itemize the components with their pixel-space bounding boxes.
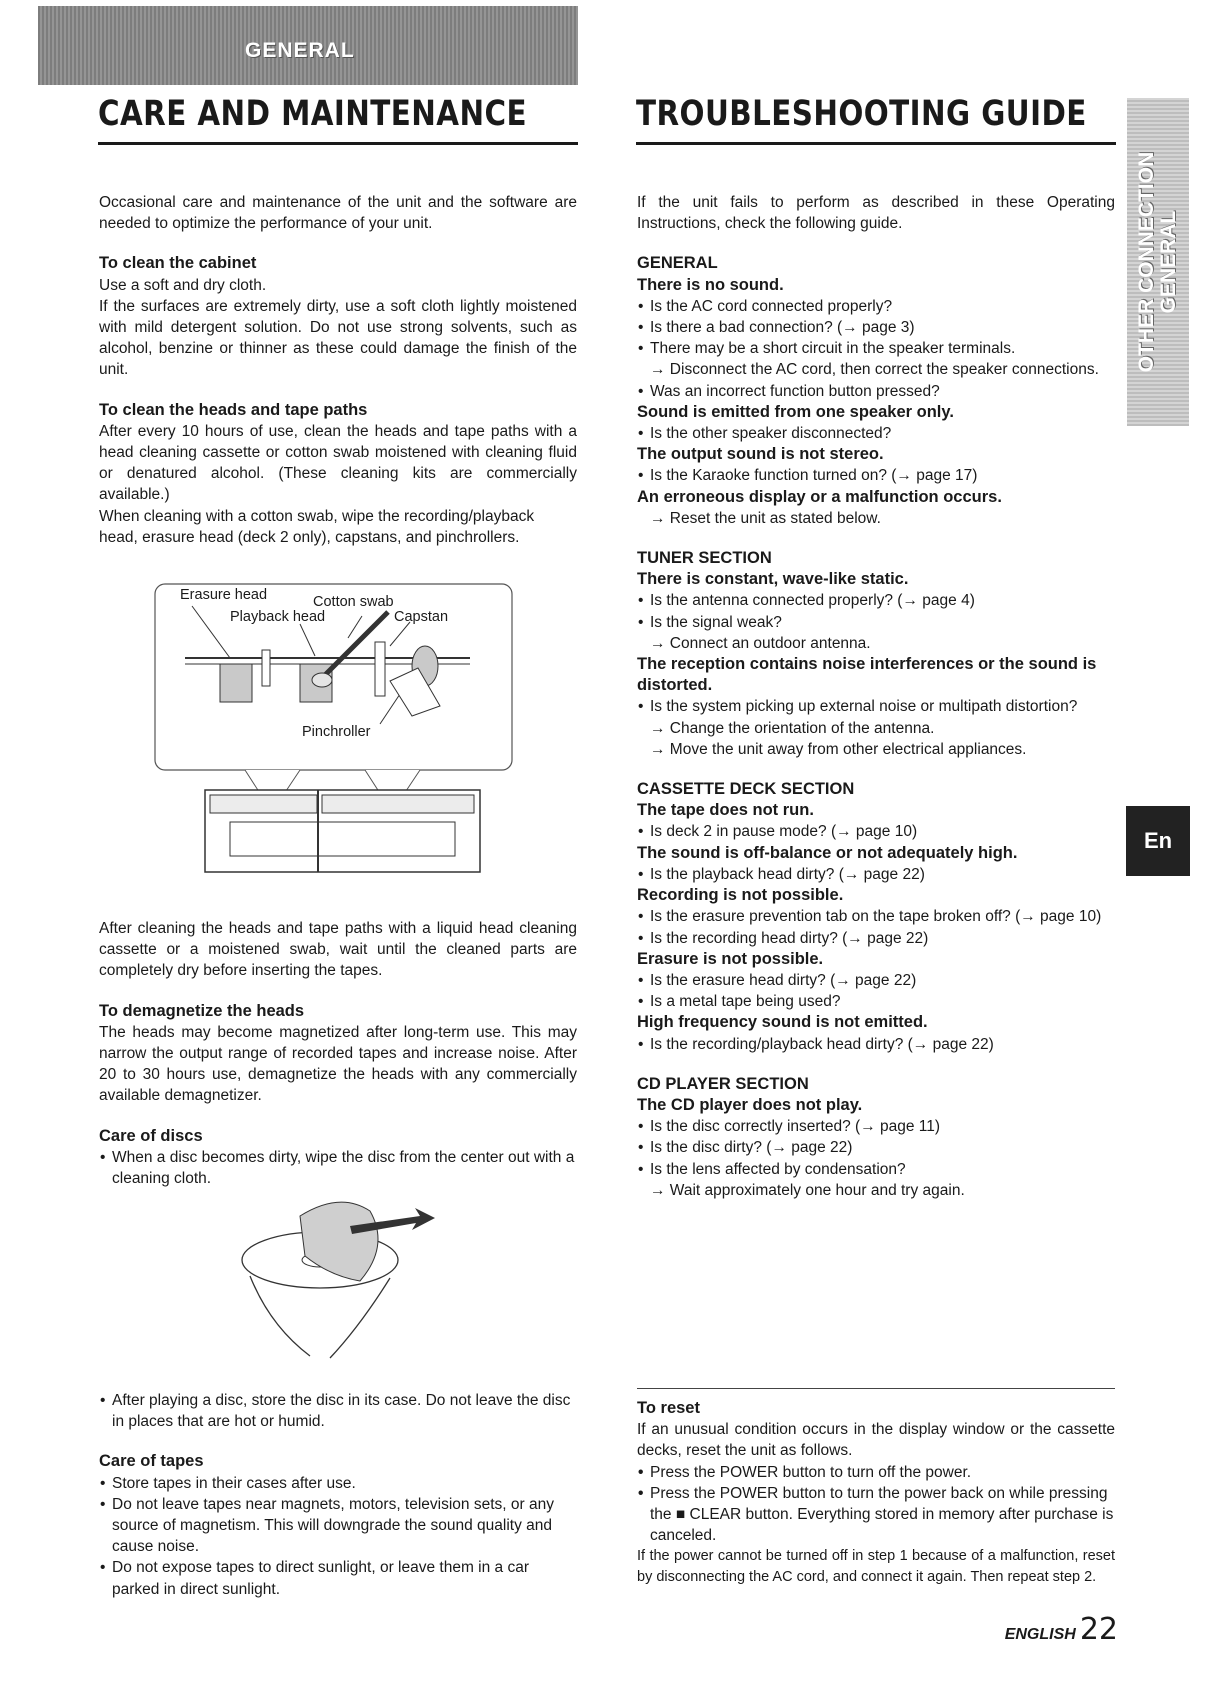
- general-symptom-4: An erroneous display or a malfunction occurs.: [637, 487, 1002, 506]
- tuner-list-2: [637, 696, 1115, 717]
- reset-section: [637, 1398, 1115, 1588]
- cassette-list-2: [637, 864, 1115, 885]
- reset-note: If the power cannot be turned off in step 1 because of a malfunction, reset by disconnecting the AC cord, and connect it again. Then repeat step 2.: [637, 1548, 1115, 1586]
- cassette-item-4: • Is the recording head dirty? (→ page 22): [637, 928, 1115, 949]
- after-cleaning-text: After cleaning the heads and tape paths with a liquid head cleaning cassette or a moistened swab, wait until the cleaned parts are completely dry before inserting the tapes.: [99, 920, 577, 980]
- cassette-window: [230, 822, 455, 856]
- troubleshooting-column: [637, 192, 1115, 1201]
- general-item-1: • Is the AC cord connected properly?: [637, 296, 1115, 317]
- discs-heading: Care of discs: [99, 1126, 203, 1145]
- cassette-symptom-3: Recording is not possible.: [637, 886, 844, 905]
- discs-bullet-2: • After playing a disc, store the disc in its case. Do not leave the disc in places that are hot or humid.: [99, 1390, 577, 1432]
- deck2-slot: [322, 795, 474, 813]
- general-action-1: → Disconnect the AC cord, then correct the speaker connections.: [650, 361, 1099, 379]
- cassette-list-1: [637, 821, 1115, 842]
- diagram-callout-frame: [155, 584, 512, 770]
- tuner-item-2: • Is the signal weak?: [637, 612, 1115, 633]
- cassette-symptom-1: The tape does not run.: [637, 801, 814, 820]
- cassette-heading: CASSETTE DECK SECTION: [637, 780, 855, 799]
- cassette-item-3: • Is the erasure prevention tab on the tape broken off? (→ page 10): [637, 906, 1115, 927]
- general-item-4: • Was an incorrect function button pressed?: [637, 381, 1115, 402]
- general-item-6: • Is the Karaoke function turned on? (→ page 17): [637, 465, 1115, 486]
- side-tab-line2: GENERAL: [1157, 210, 1180, 314]
- general-heading: GENERAL: [637, 254, 718, 273]
- tuner-symptom-2: The reception contains noise interferences or the sound is distorted.: [637, 655, 1097, 695]
- discs-bullet-1: • When a disc becomes dirty, wipe the disc from the center out with a cleaning cloth.: [99, 1147, 577, 1189]
- cassette-symptom-2: The sound is off-balance or not adequately high.: [637, 843, 1018, 862]
- discs-list-2: [99, 1390, 577, 1432]
- footer-language: ENGLISH: [1004, 1626, 1076, 1643]
- tape-head-diagram: [150, 576, 520, 896]
- cassette-item-6: • Is a metal tape being used?: [637, 991, 1115, 1012]
- tuner-action-3: → Move the unit away from other electrical appliances.: [650, 740, 1027, 758]
- reset-step-1: • Press the POWER button to turn off the power.: [637, 1462, 1115, 1483]
- care-title-rule: [98, 142, 578, 145]
- care-title: CARE AND MAINTENANCE: [98, 94, 528, 134]
- cassette-list-5: [637, 1034, 1115, 1055]
- general-item-2: • Is there a bad connection? (→ page 3): [637, 317, 1115, 338]
- side-tab-line1: OTHER CONNECTION: [1135, 151, 1158, 373]
- reset-step-2: • Press the POWER button to turn the power back on while pressing the ■ CLEAR button. Everything stored in memory after purchase is canceled.: [637, 1483, 1115, 1547]
- pinchroller-leader: [380, 694, 400, 724]
- page-number: 22: [1079, 1612, 1118, 1647]
- tuner-item-3: • Is the system picking up external noise or multipath distortion?: [637, 696, 1115, 717]
- cassette-list-4: [637, 970, 1115, 1012]
- section-banner: [38, 6, 578, 85]
- tapes-bullet-3: • Do not expose tapes to direct sunlight, or leave them in a car parked in direct sunlight.: [99, 1557, 577, 1599]
- cotton-swab-tip: [312, 673, 332, 687]
- cd-heading: CD PLAYER SECTION: [637, 1074, 809, 1093]
- capstan-label: Capstan: [394, 609, 449, 625]
- erasure-head-shape: [220, 664, 252, 702]
- cabinet-text-1: Use a soft and dry cloth.: [99, 276, 267, 294]
- reset-divider: [637, 1388, 1115, 1389]
- general-item-3: • There may be a short circuit in the speaker terminals.: [637, 338, 1115, 359]
- general-symptom-1: There is no sound.: [637, 275, 784, 294]
- section-label: GENERAL: [245, 39, 355, 62]
- cassette-symptom-4: Erasure is not possible.: [637, 949, 824, 968]
- cd-item-1: • Is the disc correctly inserted? (→ page 11): [637, 1116, 1115, 1137]
- general-symptom-3: The output sound is not stereo.: [637, 445, 884, 464]
- cd-action-1: → Wait approximately one hour and try again.: [650, 1181, 965, 1199]
- reset-heading: To reset: [637, 1399, 700, 1417]
- tape-guide-shape: [262, 650, 270, 686]
- deck1-slot: [210, 795, 317, 813]
- tuner-heading: TUNER SECTION: [637, 549, 772, 568]
- cassette-item-1: • Is deck 2 in pause mode? (→ page 10): [637, 821, 1115, 842]
- tapes-list: [99, 1473, 577, 1600]
- tuner-action-1: → Connect an outdoor antenna.: [650, 634, 871, 652]
- tuner-symptom-1: There is constant, wave-like static.: [637, 570, 909, 589]
- tapes-heading: Care of tapes: [99, 1452, 204, 1471]
- troubleshooting-title: TROUBLESHOOTING GUIDE: [636, 94, 1087, 134]
- cassette-list-3: [637, 906, 1115, 948]
- troubleshooting-title-rule: [636, 142, 1116, 145]
- reset-steps: [637, 1462, 1115, 1547]
- reset-intro: If an unusual condition occurs in the display window or the cassette decks, reset the unit as follows.: [637, 1421, 1115, 1460]
- cassette-item-7: • Is the recording/playback head dirty? (→ page 22): [637, 1034, 1115, 1055]
- general-list-1: [637, 296, 1115, 360]
- pinchroller-label: Pinchroller: [302, 724, 371, 740]
- erasure-head-leader: [192, 606, 230, 658]
- care-column-top: [99, 192, 577, 548]
- general-symptom-2: Sound is emitted from one speaker only.: [637, 402, 954, 421]
- discs-list-1: [99, 1147, 577, 1189]
- tapes-bullet-2: • Do not leave tapes near magnets, motors, television sets, or any source of magnetism. This will downgrade the sound quality and cause noise.: [99, 1494, 577, 1558]
- cd-symptom-1: The CD player does not play.: [637, 1095, 863, 1114]
- tuner-action-2: → Change the orientation of the antenna.: [650, 719, 935, 737]
- heads-text-1: After every 10 hours of use, clean the heads and tape paths with a head cleaning cassette or cotton swab moistened with cleaning fluid or denatured alcohol. (These cleaning kits are commercially available.): [99, 422, 577, 504]
- demagnetize-text: The heads may become magnetized after long-term use. This may narrow the output range of recorded tapes and increase noise. After 20 to 30 hours use, demagnetize the heads with any commercially available demagnetizer.: [99, 1023, 577, 1105]
- cd-list-1: [637, 1116, 1115, 1180]
- playback-head-leader: [300, 624, 315, 656]
- capstan-shape: [375, 642, 385, 696]
- heads-heading: To clean the heads and tape paths: [99, 400, 368, 419]
- cotton-swab-leader: [348, 616, 362, 638]
- erasure-head-label: Erasure head: [180, 587, 268, 603]
- cassette-item-2: • Is the playback head dirty? (→ page 22): [637, 864, 1115, 885]
- general-list-1b: [637, 381, 1115, 402]
- cabinet-heading: To clean the cabinet: [99, 254, 257, 273]
- language-tab: En: [1126, 806, 1190, 876]
- capstan-leader: [390, 622, 410, 646]
- cassette-item-5: • Is the erasure head dirty? (→ page 22): [637, 970, 1115, 991]
- cd-item-3: • Is the lens affected by condensation?: [637, 1159, 1115, 1180]
- troubleshooting-intro: If the unit fails to perform as described in these Operating Instructions, check the following guide.: [637, 194, 1115, 233]
- cd-item-2: • Is the disc dirty? (→ page 22): [637, 1137, 1115, 1158]
- general-action-2: → Reset the unit as stated below.: [650, 509, 881, 527]
- side-index-tab: [1127, 98, 1189, 426]
- general-item-5: • Is the other speaker disconnected?: [637, 423, 1115, 444]
- cassette-symptom-5: High frequency sound is not emitted.: [637, 1013, 928, 1032]
- tuner-item-1: • Is the antenna connected properly? (→ page 4): [637, 590, 1115, 611]
- heads-text-2: When cleaning with a cotton swab, wipe the recording/playback head, erasure head (deck 2 only), capstans, and pinchrollers.: [99, 507, 535, 546]
- cotton-swab-label: Cotton swab: [313, 594, 394, 610]
- general-list-2: [637, 423, 1115, 444]
- page-footer: [1005, 1612, 1118, 1647]
- playback-head-label: Playback head: [230, 609, 326, 625]
- tuner-list-1: [637, 590, 1115, 632]
- general-list-3: [637, 465, 1115, 486]
- care-intro: Occasional care and maintenance of the unit and the software are needed to optimize the performance of your unit.: [99, 194, 577, 233]
- cabinet-text-2: If the surfaces are extremely dirty, use a soft cloth lightly moistened with mild detergent solution. Do not use strong solvents, such as alcohol, benzine or thinner as these could damage the finish of the unit.: [99, 297, 577, 379]
- tapes-bullet-1: • Store tapes in their cases after use.: [99, 1473, 577, 1494]
- demagnetize-heading: To demagnetize the heads: [99, 1001, 305, 1020]
- care-column-bottom: [99, 918, 577, 1189]
- care-column-tail: [99, 1390, 577, 1600]
- disc-wiping-illustration: [230, 1186, 440, 1366]
